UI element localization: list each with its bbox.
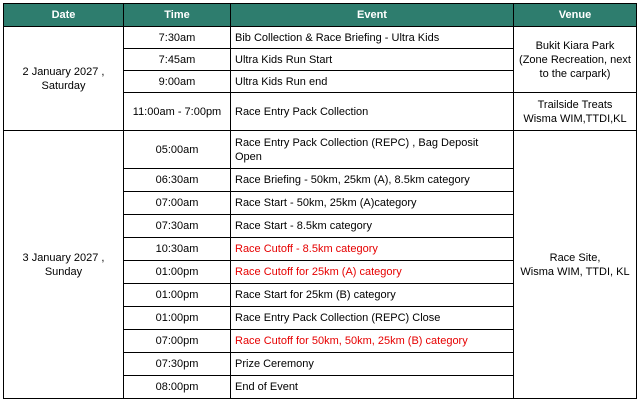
event-cell: Race Briefing - 50km, 25km (A), 8.5km category: [231, 169, 514, 192]
time-cell: 11:00am - 7:00pm: [124, 93, 231, 131]
venue-line: Wisma WIM, TTDI, KL: [520, 265, 630, 278]
venue-line: to the carpark): [539, 67, 611, 80]
event-cell: Ultra Kids Run end: [231, 71, 514, 93]
day-line: Sunday: [44, 265, 83, 278]
event-cell: Race Start for 25km (B) category: [231, 284, 514, 307]
time-cell: 01:00pm: [124, 261, 231, 284]
event-cell: Race Entry Pack Collection (REPC) Close: [231, 307, 514, 330]
event-cell: Prize Ceremony: [231, 353, 514, 376]
event-line: Open: [235, 150, 262, 163]
header-event: Event: [231, 4, 514, 27]
venue-line: (Zone Recreation, next: [519, 53, 631, 66]
date-line: 2 January 2027 ,: [22, 65, 105, 78]
time-cell: 10:30am: [124, 238, 231, 261]
venue-cell-race-site: [514, 131, 637, 399]
date-cell-day2: [4, 131, 124, 399]
time-cell: 07:00pm: [124, 330, 231, 353]
event-cell: Race Start - 8.5km category: [231, 215, 514, 238]
header-time: Time: [124, 4, 231, 27]
venue-cell-bukit-kiara: [514, 27, 637, 93]
venue-cell-trailside: [514, 93, 637, 131]
header-venue: Venue: [514, 4, 637, 27]
date-line: 3 January 2027 ,: [22, 251, 105, 264]
time-cell: 07:30am: [124, 215, 231, 238]
time-cell: 01:00pm: [124, 307, 231, 330]
time-cell: 7:45am: [124, 49, 231, 71]
venue-line: Trailside Treats: [537, 98, 613, 111]
time-cell: 07:30pm: [124, 353, 231, 376]
event-cell-cutoff: Race Cutoff for 25km (A) category: [231, 261, 514, 284]
time-cell: 9:00am: [124, 71, 231, 93]
time-cell: 05:00am: [124, 131, 231, 169]
venue-line: Wisma WIM,TTDI,KL: [523, 112, 627, 125]
time-cell: 06:30am: [124, 169, 231, 192]
event-cell-cutoff: Race Cutoff - 8.5km category: [231, 238, 514, 261]
table-row: [4, 27, 637, 49]
time-cell: 7:30am: [124, 27, 231, 49]
event-schedule-table: [3, 3, 637, 399]
venue-line: Race Site,: [549, 251, 601, 264]
event-cell: [231, 131, 514, 169]
venue-line: Bukit Kiara Park: [535, 39, 615, 52]
event-cell: End of Event: [231, 376, 514, 399]
time-cell: 07:00am: [124, 192, 231, 215]
table-row: [4, 131, 637, 169]
event-cell: Race Entry Pack Collection: [231, 93, 514, 131]
event-cell: Bib Collection & Race Briefing - Ultra Kids: [231, 27, 514, 49]
time-cell: 08:00pm: [124, 376, 231, 399]
date-cell-day1: [4, 27, 124, 131]
header-row: [4, 4, 637, 27]
event-cell: Race Start - 50km, 25km (A)category: [231, 192, 514, 215]
event-cell: Ultra Kids Run Start: [231, 49, 514, 71]
event-cell-cutoff: Race Cutoff for 50km, 50km, 25km (B) category: [231, 330, 514, 353]
event-line: Race Entry Pack Collection (REPC) , Bag Deposit: [235, 136, 479, 149]
day-line: Saturday: [41, 79, 86, 92]
header-date: Date: [4, 4, 124, 27]
time-cell: 01:00pm: [124, 284, 231, 307]
